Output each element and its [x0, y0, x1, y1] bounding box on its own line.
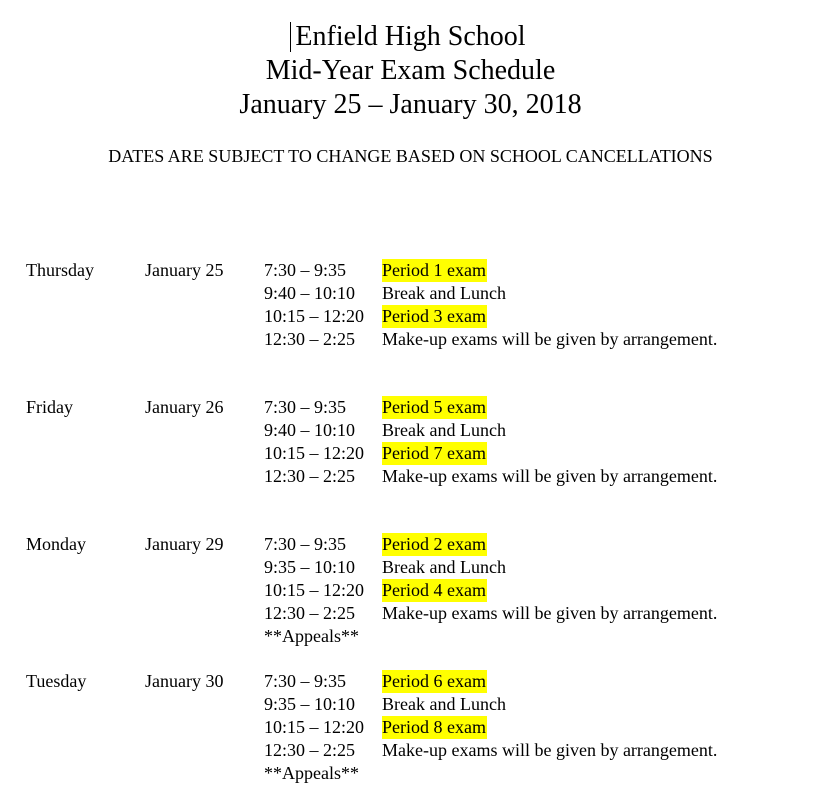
appeals-note: **Appeals**	[264, 626, 359, 646]
slot-time: 12:30 – 2:25	[264, 466, 356, 486]
schedule-row	[0, 533, 821, 556]
slot-time: 7:30 – 9:35	[264, 260, 347, 280]
day-date: January 29	[145, 534, 224, 554]
cancellation-notice: DATES ARE SUBJECT TO CHANGE BASED ON SCHOOL CANCELLATIONS	[108, 146, 713, 166]
schedule-row	[0, 670, 821, 693]
slot-description: Period 6 exam	[382, 671, 486, 691]
slot-time: 10:15 – 12:20	[264, 717, 365, 737]
slot-description: Make-up exams will be given by arrangement.	[382, 466, 718, 486]
slot-description: Period 7 exam	[382, 443, 486, 463]
slot-description: Make-up exams will be given by arrangement.	[382, 740, 718, 760]
day-name: Monday	[26, 534, 86, 554]
slot-description: Break and Lunch	[382, 283, 506, 303]
day-block-thursday	[0, 259, 821, 351]
day-date: January 30	[145, 671, 224, 691]
day-name: Thursday	[26, 260, 94, 280]
slot-description: Break and Lunch	[382, 557, 506, 577]
slot-description: Break and Lunch	[382, 420, 506, 440]
slot-description: Make-up exams will be given by arrangement.	[382, 603, 718, 623]
appeals-note: **Appeals**	[264, 763, 359, 783]
slot-description: Period 8 exam	[382, 717, 486, 737]
slot-time: 9:35 – 10:10	[264, 694, 356, 714]
slot-time: 10:15 – 12:20	[264, 306, 365, 326]
schedule-row	[0, 465, 821, 488]
schedule-row	[0, 282, 821, 305]
slot-time: 10:15 – 12:20	[264, 580, 365, 600]
schedule-row	[0, 328, 821, 351]
slot-description: Break and Lunch	[382, 694, 506, 714]
schedule-row	[0, 305, 821, 328]
slot-time: 7:30 – 9:35	[264, 397, 347, 417]
schedule-row	[0, 259, 821, 282]
schedule-row	[0, 442, 821, 465]
slot-time: 7:30 – 9:35	[264, 671, 347, 691]
day-name: Friday	[26, 397, 73, 417]
slot-description: Period 1 exam	[382, 260, 486, 280]
day-block-friday	[0, 396, 821, 488]
slot-time: 9:40 – 10:10	[264, 283, 356, 303]
schedule-row	[0, 716, 821, 739]
schedule-row	[0, 556, 821, 579]
schedule-row	[0, 579, 821, 602]
slot-description: Make-up exams will be given by arrangement.	[382, 329, 718, 349]
schedule-row	[0, 693, 821, 716]
slot-description: Period 3 exam	[382, 306, 486, 326]
day-name: Tuesday	[26, 671, 87, 691]
slot-time: 9:35 – 10:10	[264, 557, 356, 577]
slot-description: Period 5 exam	[382, 397, 486, 417]
schedule-row	[0, 739, 821, 762]
date-range: January 25 – January 30, 2018	[239, 89, 582, 120]
slot-time: 12:30 – 2:25	[264, 740, 356, 760]
slot-time: 12:30 – 2:25	[264, 329, 356, 349]
slot-time: 9:40 – 10:10	[264, 420, 356, 440]
school-name: Enfield High School	[295, 21, 526, 52]
slot-description: Period 4 exam	[382, 580, 486, 600]
schedule-row	[0, 419, 821, 442]
schedule-row	[0, 625, 821, 648]
schedule-row	[0, 396, 821, 419]
day-date: January 25	[145, 260, 224, 280]
document-title: Mid-Year Exam Schedule	[265, 55, 556, 86]
slot-time: 7:30 – 9:35	[264, 534, 347, 554]
schedule-row	[0, 762, 821, 785]
day-block-monday	[0, 533, 821, 648]
slot-time: 10:15 – 12:20	[264, 443, 365, 463]
slot-time: 12:30 – 2:25	[264, 603, 356, 623]
slot-description: Period 2 exam	[382, 534, 486, 554]
day-block-tuesday	[0, 670, 821, 785]
day-date: January 26	[145, 397, 224, 417]
schedule-row	[0, 602, 821, 625]
